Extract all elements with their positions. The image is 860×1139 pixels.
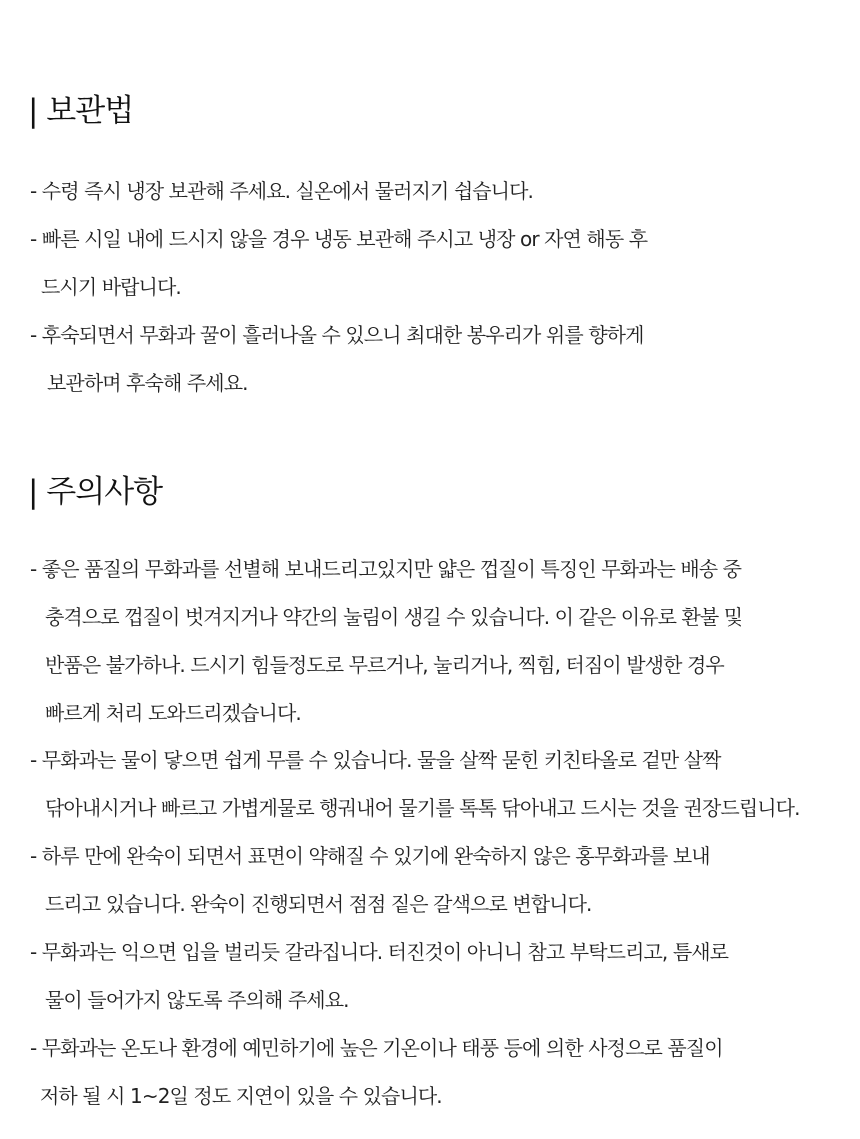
storage-line: - 수령 즉시 냉장 보관해 주세요. 실온에서 물러지기 쉽습니다. bbox=[30, 179, 533, 203]
caution-line: - 무화과는 물이 닿으면 쉽게 무를 수 있습니다. 물을 살짝 묻힌 키친타올로 겉만 살짝 bbox=[30, 748, 721, 772]
caution-line: 드리고 있습니다. 완숙이 진행되면서 점점 짙은 갈색으로 변합니다. bbox=[45, 892, 592, 916]
caution-line: - 하루 만에 완숙이 되면서 표면이 약해질 수 있기에 완숙하지 않은 홍무화과를 보내 bbox=[30, 844, 710, 868]
caution-line: - 무화과는 익으면 입을 벌리듯 갈라집니다. 터진것이 아니니 참고 부탁드리고, 틈새로 bbox=[30, 940, 729, 964]
caution-line: 충격으로 껍질이 벗겨지거나 약간의 눌림이 생길 수 있습니다. 이 같은 이유로 환불 및 bbox=[45, 605, 743, 629]
caution-line: - 무화과는 온도나 환경에 예민하기에 높은 기온이나 태풍 등에 의한 사정으로 품질이 bbox=[30, 1036, 723, 1060]
caution-line: 저하 될 시 1~2일 정도 지연이 있을 수 있습니다. bbox=[40, 1084, 442, 1108]
storage-line: 보관하며 후숙해 주세요. bbox=[47, 371, 248, 395]
caution-title: | 주의사항 bbox=[28, 474, 163, 510]
caution-line: 닦아내시거나 빠르고 가볍게물로 행궈내어 물기를 톡톡 닦아내고 드시는 것을 권장드립니다. bbox=[45, 796, 800, 820]
caution-line: 반품은 불가하나. 드시기 힘들정도로 무르거나, 눌리거나, 찍힘, 터짐이 발생한 경우 bbox=[45, 653, 724, 677]
storage-title: | 보관법 bbox=[28, 93, 134, 129]
storage-line: - 후숙되면서 무화과 꿀이 흘러나올 수 있으니 최대한 봉우리가 위를 향하게 bbox=[30, 323, 644, 347]
storage-line: 드시기 바랍니다. bbox=[41, 275, 181, 299]
caution-line: 물이 들어가지 않도록 주의해 주세요. bbox=[45, 988, 349, 1012]
caution-line: 빠르게 처리 도와드리겠습니다. bbox=[45, 701, 301, 725]
storage-line: - 빠른 시일 내에 드시지 않을 경우 냉동 보관해 주시고 냉장 or 자연 해동 후 bbox=[30, 227, 648, 251]
caution-line: - 좋은 품질의 무화과를 선별해 보내드리고있지만 얇은 껍질이 특징인 무화과는 배송 중 bbox=[30, 557, 742, 581]
